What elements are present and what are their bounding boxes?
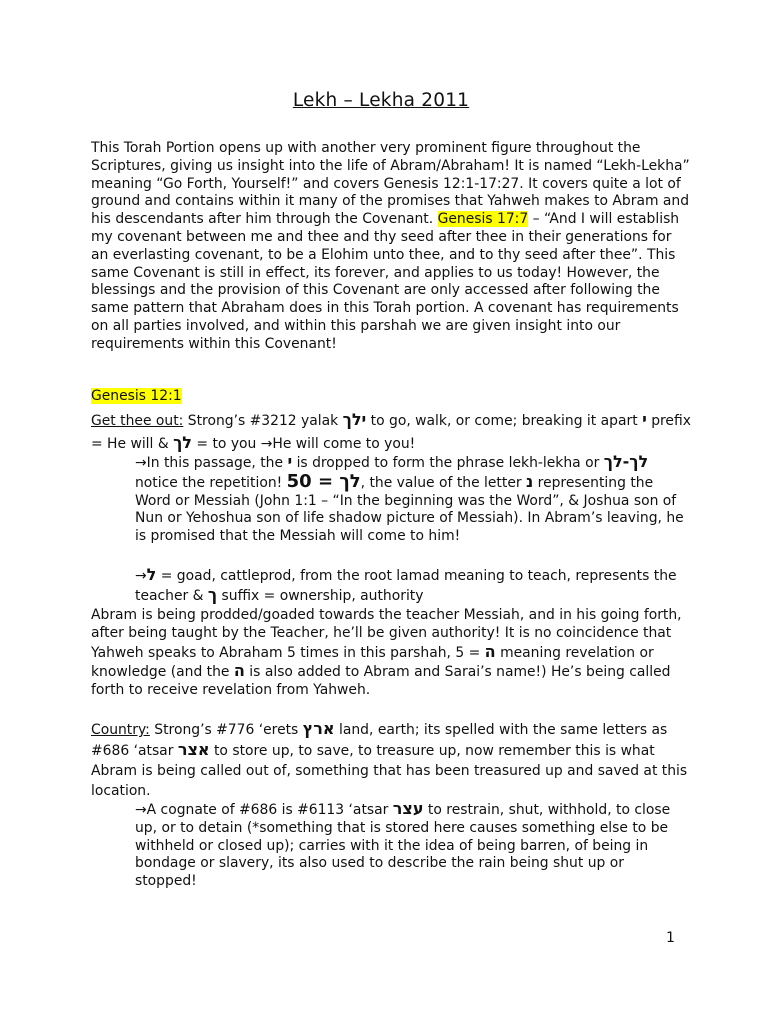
text-segment: Abram is being prodded/goaded towards the teacher Messiah, and in his going forth, after being taught by the Teacher, he’ll be given authority! It is no coincidence that Yahweh speaks to Abraham 5 times in this parshah, 5 = <box>91 607 682 661</box>
hebrew-letter: נ <box>526 471 534 491</box>
get-thee-out-paragraph <box>91 409 691 455</box>
page-number: 1 <box>666 930 675 946</box>
hebrew-word: עצר <box>392 799 424 818</box>
text-segment: Strong’s #776 ‘erets <box>149 722 303 738</box>
country-paragraph <box>91 719 691 801</box>
bullet-cognate <box>135 800 690 891</box>
hebrew-letter: ך <box>207 584 218 604</box>
bullet-lekh-lekha <box>135 453 690 546</box>
hebrew-letter: י <box>287 452 293 471</box>
hebrew-letter: ל <box>146 565 157 584</box>
text-segment: representing the Word or Messiah (John 1:1 – “In the beginning was the Word”, & Joshua son of Nun or Yehoshua son of life shadow picture of Messiah). In Abram’s leaving, he is promised that the Messiah will come to him! <box>135 474 684 545</box>
text-segment: to restrain, shut, withhold, to close up, or to detain (*something that is stored here causes something else to be withheld or closed up); carries with it the idea of being barren, of being in bondage or slavery, its also used to describe the rain being shut up or stopped! <box>135 802 671 890</box>
hebrew-word: ארץ <box>302 719 335 738</box>
intro-text-start: This Torah Portion opens up with another very prominent figure throughout the Scriptures, giving us insight into the life of Abram/Abraham! It is named “Lekh-Lekha” meaning “Go Forth, Yourself!” and covers Genesis 12:1-17:27. It covers quite a lot of ground and contains within it many of the promises that Yahweh makes to Abram and his descendants after him through the Covenant. <box>91 140 690 228</box>
text-segment: is dropped to form the phrase lekh-lekha or <box>292 455 604 471</box>
text-segment: →A cognate of #686 is #6113 ‘atsar <box>135 802 393 818</box>
hebrew-word: אצר <box>177 740 210 759</box>
text-segment: prefix = He will & <box>91 413 691 452</box>
text-segment: notice the repetition! <box>135 474 287 491</box>
text-segment: is also added to Abram and Sarai’s name!) He’s being called forth to receive revelation from Yahweh. <box>91 664 671 699</box>
hebrew-word: ילך <box>342 410 367 429</box>
term-label-get-thee-out: Get thee out: <box>91 413 184 429</box>
hebrew-word: לך <box>173 433 192 452</box>
text-segment: = to you →He will come to you! <box>191 436 416 452</box>
highlighted-reference-genesis-12-1: Genesis 12:1 <box>91 388 182 404</box>
intro-text-end: – “And I will establish my covenant between me and thee and thy seed after thee in their generations for an everlasting covenant, to be a Elohim unto thee, and to thy seed after thee”. This same Covenant is still in effect, its forever, and applies to us today! However, the blessings and the provision of this Covenant are only accessed after following the same pattern that Abraham does in this Torah portion. A covenant has requirements on all parties involved, and within this parshah we are given insight into our requirements within this Covenant! <box>91 211 680 352</box>
document-title: Lekh – Lekha 2011 <box>292 90 470 111</box>
text-segment: land, earth; its spelled with the same letters as #686 ‘atsar <box>91 722 668 759</box>
hebrew-letter: י <box>642 410 647 429</box>
intro-paragraph <box>91 140 691 354</box>
text-segment: → <box>135 568 147 584</box>
hebrew-letter: ה <box>484 641 496 661</box>
text-segment: = goad, cattleprod, from the root lamad meaning to teach, represents the teacher & <box>135 568 677 604</box>
highlighted-reference-genesis-17-7: Genesis 17:7 <box>437 211 529 228</box>
text-segment: to store up, to save, to treasure up, now remember this is what Abram is being called out of, something that has been treasured up and saved at this location. <box>91 743 688 799</box>
text-segment: meaning revelation or knowledge (and the <box>91 644 654 681</box>
term-label-country: Country: <box>91 722 150 738</box>
hebrew-letter: ה <box>233 661 245 681</box>
text-segment: suffix = ownership, authority <box>217 587 424 604</box>
text-segment: →In this passage, the <box>135 455 288 471</box>
text-segment: , the value of the letter <box>360 474 526 491</box>
text-segment: Strong’s #3212 yalak <box>183 413 343 429</box>
hebrew-numeric-value: 50 = לך <box>286 470 361 492</box>
text-segment: to go, walk, or come; breaking it apart <box>366 413 643 429</box>
hebrew-phrase: לך-לך <box>603 452 649 471</box>
abram-paragraph <box>91 607 691 700</box>
section-reference <box>91 388 691 406</box>
bullet-lamed <box>135 566 690 606</box>
